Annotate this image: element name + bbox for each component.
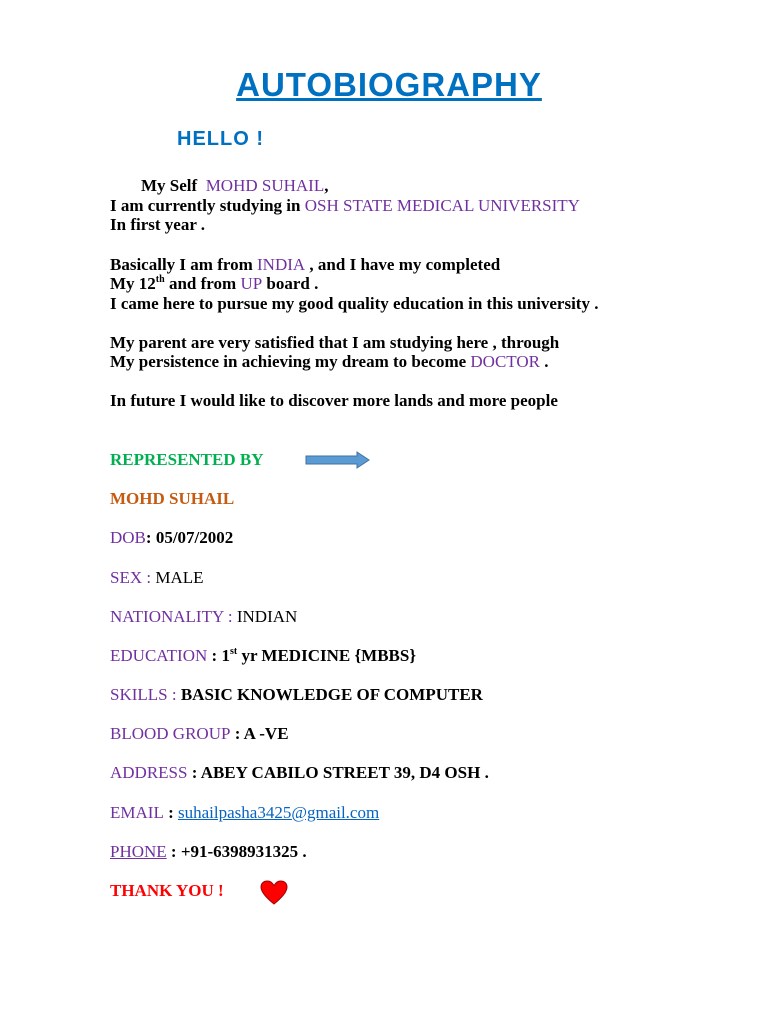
blood-row [110, 724, 289, 744]
origin-completed: , and I have my completed [309, 255, 501, 274]
parents-line-1: My parent are very satisfied that I am studying here , through [110, 333, 560, 352]
future-line: In future I would like to discover more lands and more people [110, 391, 558, 410]
origin-board: board . [266, 274, 319, 293]
parents-dot: . [544, 352, 549, 371]
right-arrow-icon [305, 451, 371, 469]
sex-value: MALE [155, 568, 204, 587]
origin-line-3: I came here to pursue my good quality education in this university . [110, 294, 599, 313]
intro-line-2 [110, 196, 580, 216]
blood-value: : A -VE [234, 724, 289, 743]
intro-line-1 [141, 176, 328, 196]
phone-row [110, 842, 307, 862]
intro-name: MOHD SUHAIL [205, 176, 325, 195]
nationality-row [110, 607, 297, 627]
heart-icon [260, 880, 288, 906]
nationality-label: NATIONALITY : [110, 607, 233, 626]
origin-sup: th [155, 274, 165, 285]
intro-myself: My Self [141, 176, 198, 195]
thank-you: THANK YOU ! [110, 881, 224, 900]
page-title: AUTOBIOGRAPHY [236, 66, 542, 103]
origin-line-1 [110, 255, 500, 275]
email-link[interactable]: suhailpasha3425@gmail.com [178, 803, 380, 822]
education-value: yr MEDICINE {MBBS} [241, 646, 417, 665]
parents-goal: DOCTOR [470, 352, 540, 371]
education-year: : 1 [211, 646, 230, 665]
origin-from: Basically I am from [110, 255, 253, 274]
represented-by-label: REPRESENTED BY [110, 450, 264, 469]
origin-my12: My 12 [110, 274, 156, 293]
intro-comma: , [324, 176, 329, 195]
dob-label: DOB [110, 528, 146, 547]
dob-value: : 05/07/2002 [145, 528, 234, 547]
sex-label: SEX : [110, 568, 152, 587]
education-sup: st [229, 646, 238, 657]
skills-value: BASIC KNOWLEDGE OF COMPUTER [180, 685, 483, 704]
origin-line-2 [110, 274, 318, 294]
blood-label: BLOOD GROUP [110, 724, 231, 743]
education-row [110, 646, 416, 666]
origin-country: INDIA [257, 255, 306, 274]
greeting: HELLO ! [177, 128, 264, 150]
email-row [110, 803, 379, 823]
sex-row [110, 568, 204, 588]
email-sep: : [168, 803, 174, 822]
intro-studying: I am currently studying in [110, 196, 301, 215]
dob-row [110, 528, 233, 548]
phone-value: : +91-6398931325 . [170, 842, 307, 861]
address-row [110, 763, 489, 783]
email-label: EMAIL [110, 803, 164, 822]
nationality-value: INDIAN [236, 607, 298, 626]
phone-label[interactable]: PHONE [110, 842, 167, 861]
intro-university: OSH STATE MEDICAL UNIVERSITY [304, 196, 580, 215]
parents-dream: My persistence in achieving my dream to become [110, 352, 467, 371]
author-name: MOHD SUHAIL [110, 489, 235, 508]
education-label: EDUCATION [110, 646, 208, 665]
address-value: : ABEY CABILO STREET 39, D4 OSH . [191, 763, 489, 782]
intro-line-3: In first year . [110, 215, 206, 234]
parents-line-2 [110, 352, 549, 372]
origin-board-name: UP [240, 274, 263, 293]
skills-row [110, 685, 483, 705]
skills-label: SKILLS : [110, 685, 177, 704]
address-label: ADDRESS [110, 763, 188, 782]
origin-andfrom: and from [168, 274, 237, 293]
